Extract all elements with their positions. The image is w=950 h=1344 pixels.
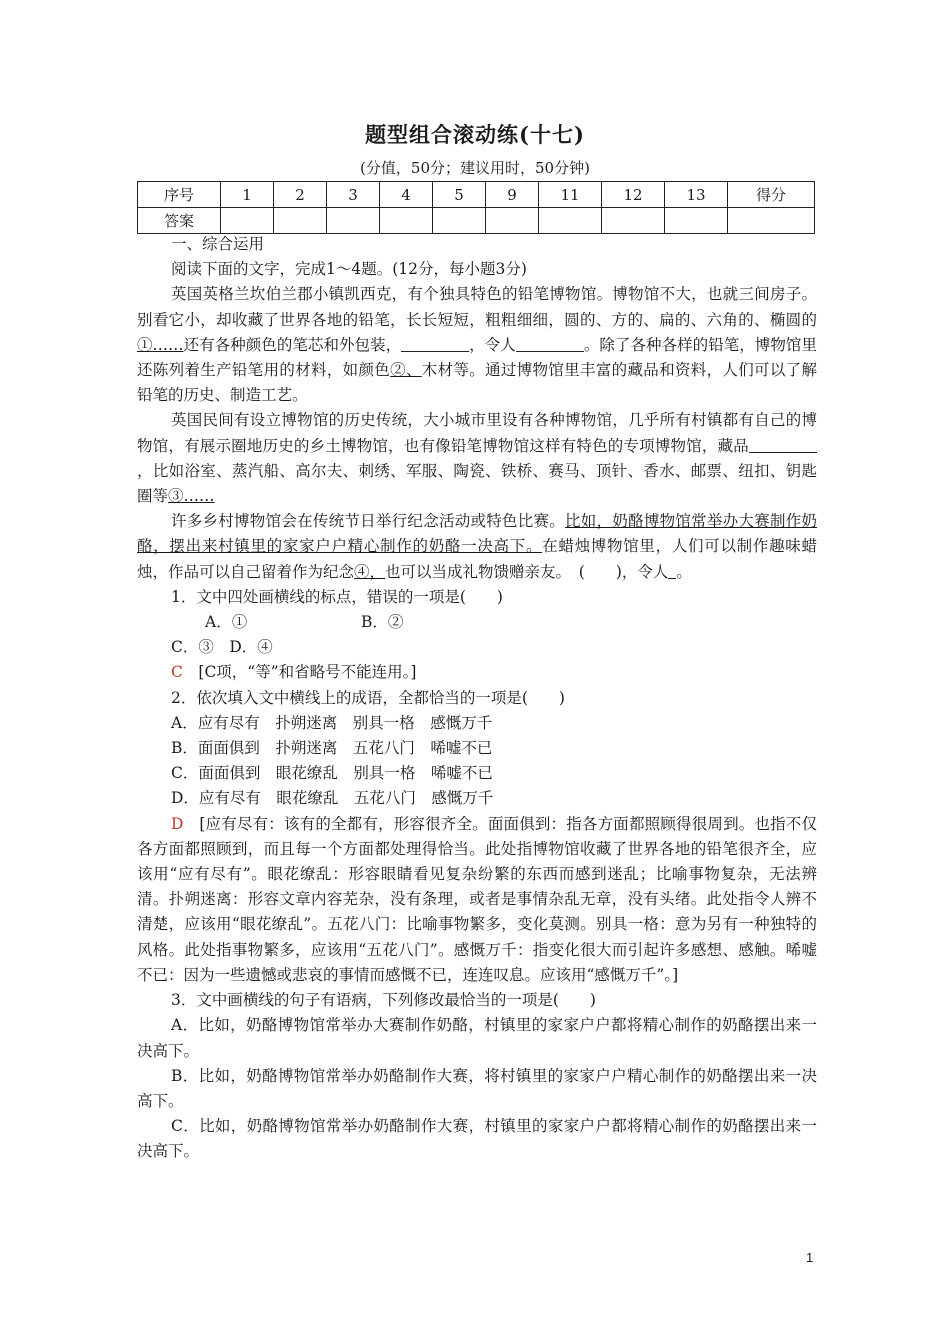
option-c: C．比如，奶酪博物馆常举办奶酪制作大赛，村镇里的家家户户都将精心制作的奶酪摆出来一决高下。 [137, 1117, 817, 1161]
question-2-answer [137, 812, 817, 988]
answer-letter: C [171, 663, 183, 682]
passage-text: 在蜡烛博物馆里，人们可以制作趣味蜡烛，作品可以自己留着作为纪念 [137, 537, 817, 581]
underlined-sentence: 比如，奶酪博物馆常举办大赛制作奶酪，摆出来村镇里的家家户户精心制作的奶酪一决高下。 [137, 512, 817, 556]
answer-letter: D [171, 814, 184, 833]
header-cell: 序号 [138, 182, 221, 208]
answer-cell [433, 208, 486, 234]
header-cell: 13 [665, 182, 728, 208]
option-a: A．应有尽有 扑朔迷离 别具一格 感慨万千 [171, 713, 493, 732]
passage-text: ，比如浴室、蒸汽船、高尔夫、刺绣、军服、陶瓷、铁桥、赛马、顶针、香水、邮票、纽扣、钥匙圈等 [137, 461, 817, 506]
question-2-stem: 2．依次填入文中横线上的成语，全都恰当的一项是( ) [171, 688, 565, 707]
passage-text: 英国民间有设立博物馆的历史传统，大小城市里设有各种博物馆，几乎所有村镇都有自己的博物馆，有展示圈地历史的乡土博物馆，也有像铅笔博物馆这样有特色的专项博物馆，藏品 [137, 411, 817, 455]
header-cell: 2 [274, 182, 327, 208]
answer-cell [274, 208, 327, 234]
answer-cell [665, 208, 728, 234]
answer-cell [221, 208, 274, 234]
header-cell: 12 [602, 182, 665, 208]
answer-explanation: [C项，“等”和省略号不能连用。] [198, 663, 417, 682]
page-number: 1 [806, 1250, 814, 1265]
punctuation-mark-1: ①…… [137, 335, 184, 354]
score-table [137, 181, 815, 234]
answer-cell [486, 208, 539, 234]
punctuation-mark-2: ②、 [390, 361, 422, 380]
page-title: 题型组合滚动练(十七) [365, 122, 585, 147]
passage-text: 许多乡村博物馆会在传统节日举行纪念活动或特色比赛。 [171, 512, 566, 531]
header-cell: 11 [539, 182, 602, 208]
answer-cell [602, 208, 665, 234]
option-b: B．比如，奶酪博物馆常举办奶酪制作大赛，将村镇里的家家户户精心制作的奶酪摆出来一决高下。 [137, 1066, 817, 1110]
fill-blank [516, 335, 584, 352]
option-a: A．① [205, 613, 248, 632]
fill-blank [401, 335, 469, 352]
question-1-options-ab [137, 610, 817, 635]
header-cell: 得分 [728, 182, 815, 208]
fill-blank [749, 436, 817, 453]
question-3-stem: 3．文中画横线的句子有语病，下列修改最恰当的一项是( ) [171, 991, 596, 1010]
punctuation-mark-4: ④， [354, 562, 386, 581]
reading-instruction: 阅读下面的文字，完成1～4题。(12分，每小题3分) [171, 260, 527, 279]
score-table-header-row [138, 182, 815, 208]
header-cell: 4 [380, 182, 433, 208]
passage-text: 木材等。通过博物馆里丰富的藏品和资料，人们可以了解铅笔的历史、制造工艺。 [137, 361, 817, 405]
answer-cell [380, 208, 433, 234]
question-1-stem: 1．文中四处画横线的标点，错误的一项是( ) [171, 587, 503, 606]
score-table-answer-row [138, 208, 815, 234]
section-heading: 一、综合运用 [171, 235, 265, 253]
answer-row-label: 答案 [138, 208, 221, 234]
option-a: A．比如，奶酪博物馆常举办大赛制作奶酪，村镇里的家家户户都将精心制作的奶酪摆出来一决高下。 [137, 1016, 817, 1060]
passage-paragraph-2 [137, 408, 817, 509]
punctuation-mark-3: ③…… [168, 487, 215, 506]
passage-text: 英国英格兰坎伯兰郡小镇凯西克，有个独具特色的铅笔博物馆。博物馆不大，也就三间房子。别看它小，却收藏了世界各地的铅笔，长长短短，粗粗细细，圆的、方的、扁的、六角的、椭圆的 [137, 285, 817, 329]
header-cell: 1 [221, 182, 274, 208]
header-cell: 5 [433, 182, 486, 208]
option-b: B．面面俱到 扑朔迷离 五花八门 唏嘘不已 [171, 739, 493, 758]
header-cell: 9 [486, 182, 539, 208]
answer-cell [539, 208, 602, 234]
option-c: C．面面俱到 眼花缭乱 别具一格 唏嘘不已 [171, 764, 493, 783]
page-subtitle: (分值，50分；建议用时，50分钟) [360, 159, 590, 177]
passage-text: 也可以当成礼物馈赠亲友。 ( )，令人 [385, 562, 669, 581]
answer-explanation: [应有尽有：该有的全都有，形容很齐全。面面俱到：指各方面都照顾得很周到。也指不仅各方面都照顾到，而且每一个方面都处理得恰当。此处指博物馆收藏了世界各地的铅笔很齐全，应该用“应有尽有”。眼花缭乱：形容眼睛看见复杂纷繁的东西而感到迷乱；比喻事物复杂，无法辨清。扑朔迷离：形容文章内容芜杂，没有条理，或者是事情杂乱无章，没有头绪。此处指令人辨不清楚，应该用“眼花缭乱”。五花八门：比喻事物繁多，变化莫测。别具一格：意为另有一种独特的风格。此处指事物繁多，应该用“五花八门”。感慨万千：指变化很大而引起许多感想、感触。唏嘘不已：因为一些遗憾或悲哀的事情而感慨不已，连连叹息。应该用“感慨万千”。] [137, 814, 817, 984]
option-b: B．② [361, 613, 404, 632]
answer-cell [728, 208, 815, 234]
passage-text: ，令人 [469, 335, 516, 354]
passage-text: 还有各种颜色的笔芯和外包装， [183, 335, 402, 354]
passage-paragraph-1 [137, 282, 817, 408]
answer-cell [327, 208, 380, 234]
question-1-options-cd: C．③ D．④ [171, 638, 273, 657]
header-cell: 3 [327, 182, 380, 208]
question-1-answer [137, 660, 817, 685]
document-body [137, 232, 817, 1165]
passage-paragraph-3 [137, 509, 817, 585]
passage-text: 。 [676, 562, 692, 581]
option-d: D．应有尽有 眼花缭乱 五花八门 感慨万千 [171, 789, 494, 808]
passage-text: 。除了各种各样的铅笔，博物馆里还陈列着生产铅笔用的材料，如颜色 [137, 335, 817, 380]
